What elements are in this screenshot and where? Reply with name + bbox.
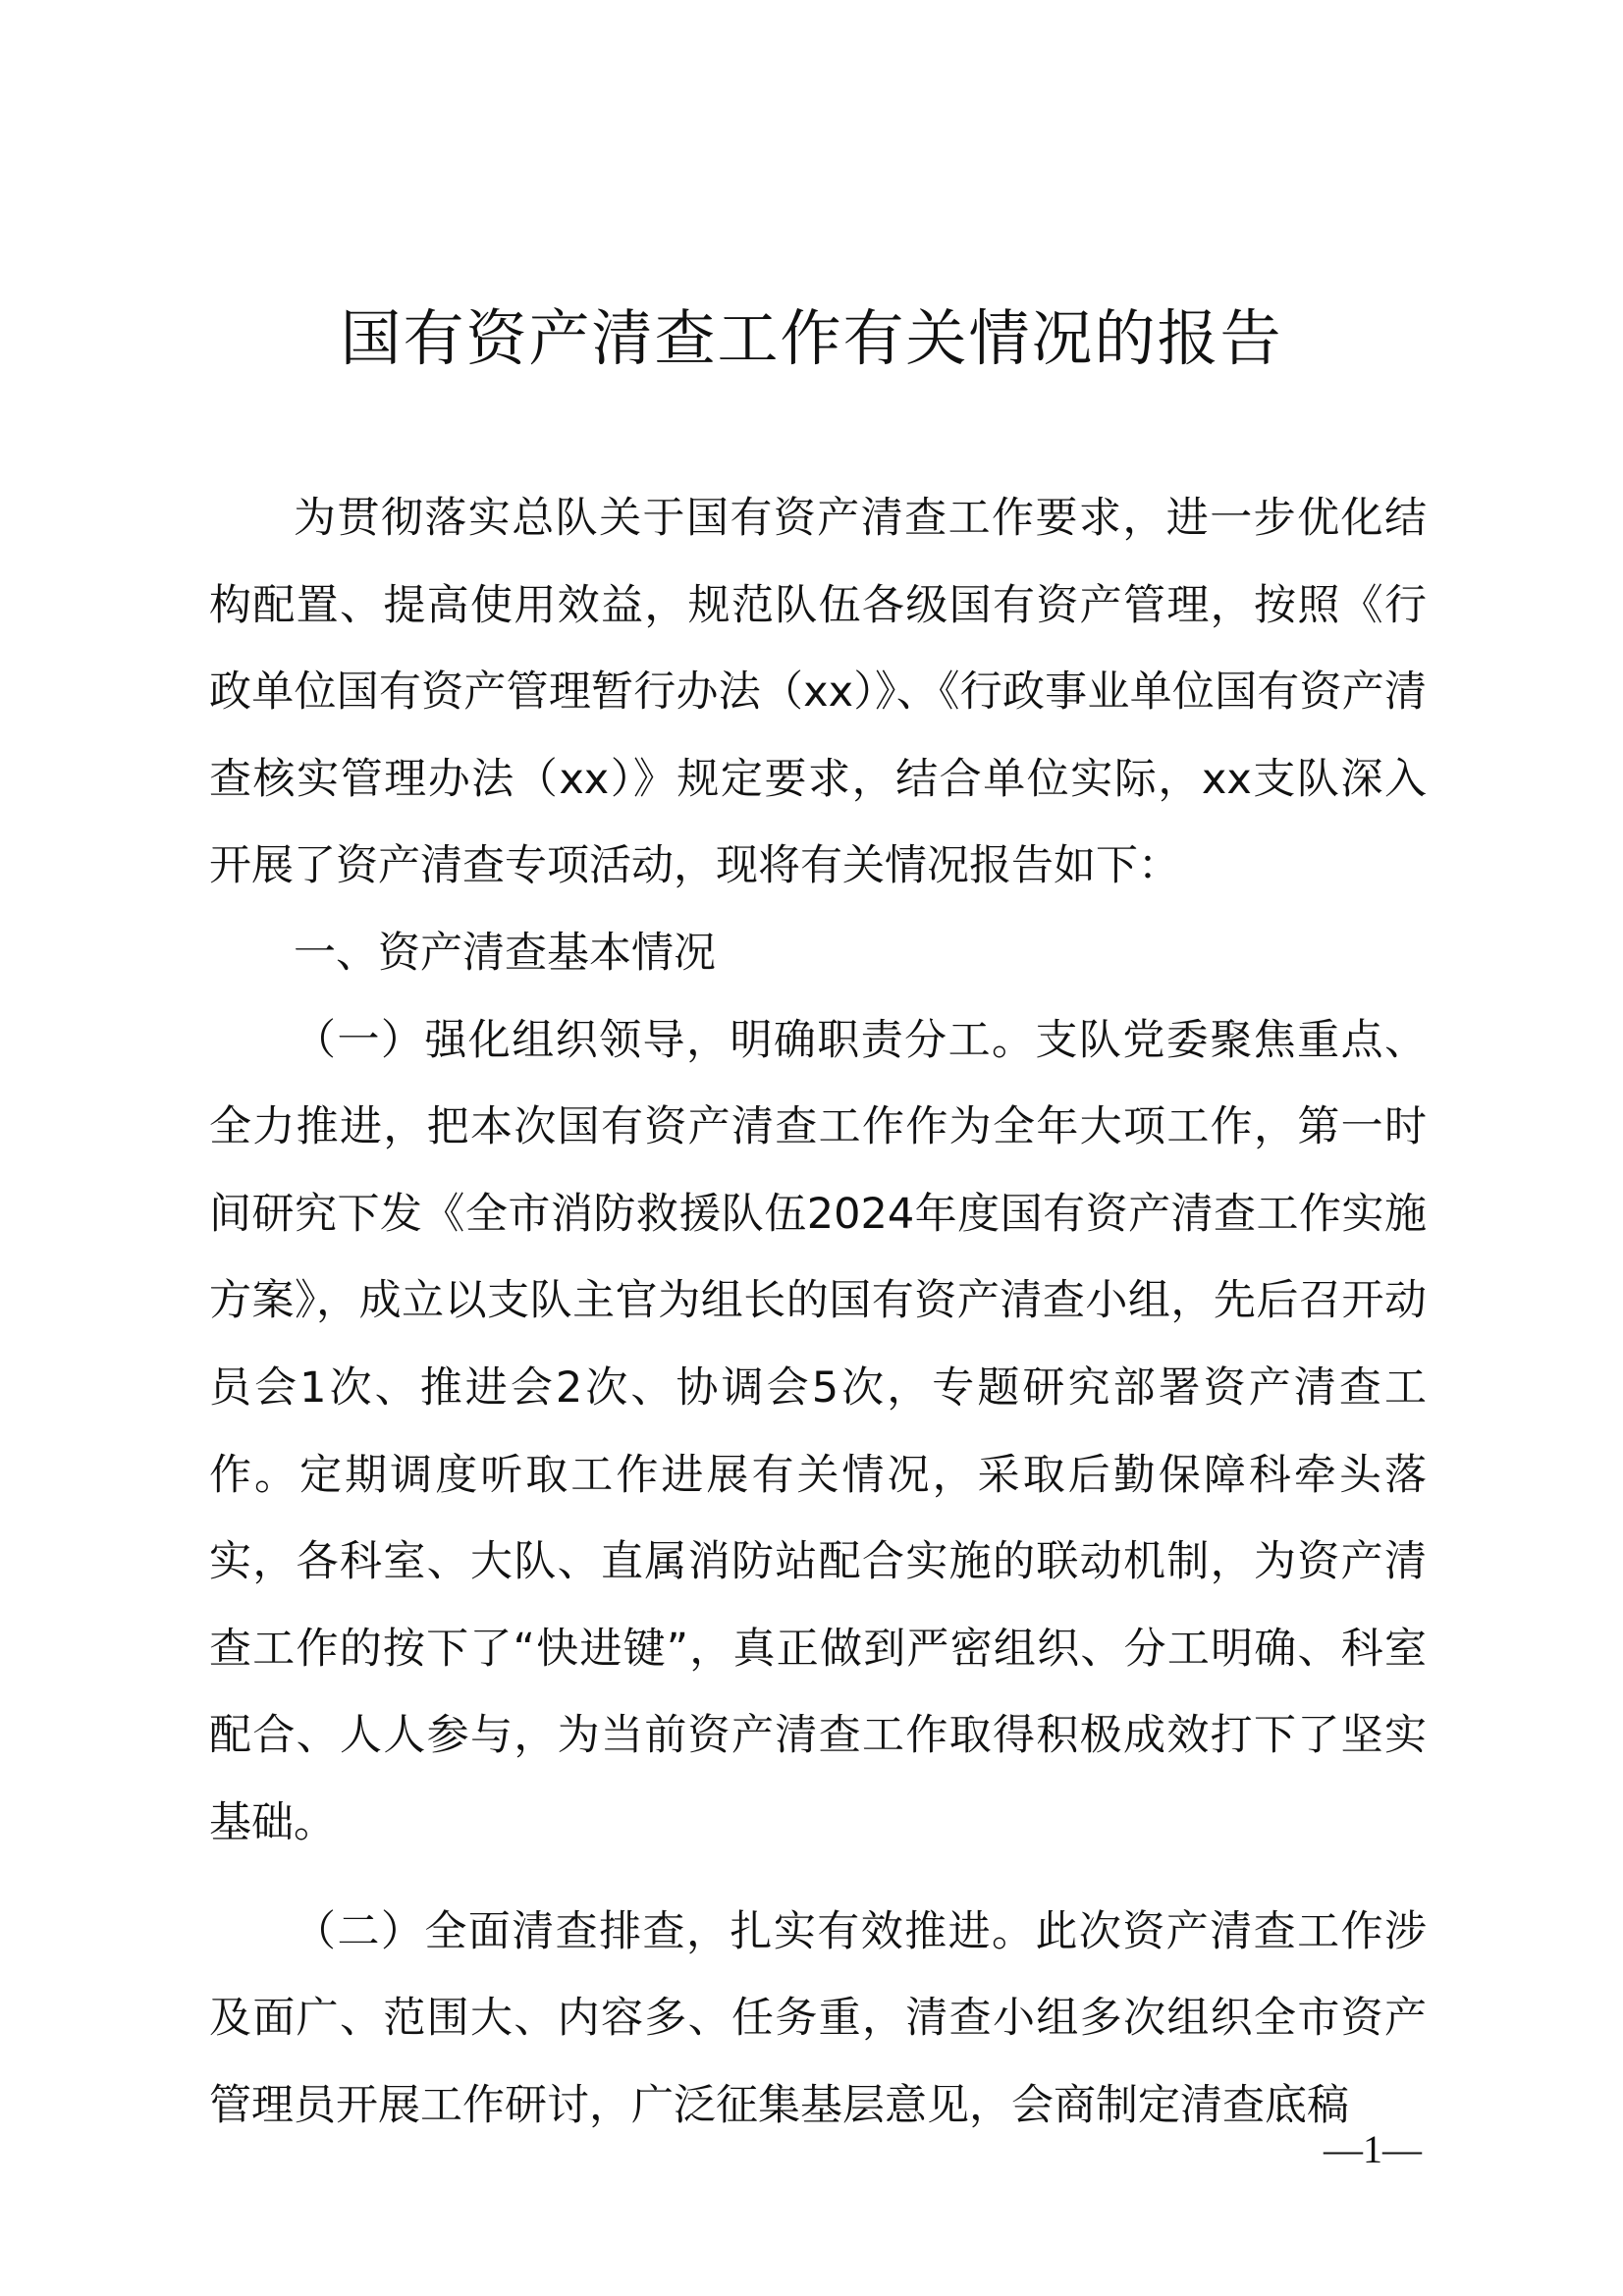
section-heading: 一、资产清查基本情况 — [294, 928, 716, 978]
document-title: 国有资产清查工作有关情况的报告 — [340, 302, 1283, 374]
document-body — [209, 475, 1427, 2149]
paragraph-lead: （二）全面清查排查，扎实有效推进。 — [294, 1906, 1036, 1956]
paragraph-body: 此次资产清查工作涉及面广、范围大、内容多、任务重，清查小组多次组织全市资产管理员开展工作研讨，广泛征集基层意见，会商制定清查底稿 — [209, 1906, 1428, 2130]
paragraph-organization — [209, 997, 1427, 1867]
paragraph-lead: （一）强化组织领导，明确职责分工。 — [294, 1015, 1036, 1065]
page-number: —1— — [1324, 2127, 1422, 2171]
paragraph-inventory — [209, 1889, 1427, 2150]
paragraph-body: 支队党委聚焦重点、全力推进，把本次国有资产清查工作作为全年大项工作，第一时间研究下发《全市消防救援队伍2024年度国有资产清查工作实施方案》，成立以支队主官为组长的国有资产清查小组，先后召开动员会1次、推进会2次、协调会5次，专题研究部署资产清查工作。定期调度听取工作进展有关情况，采取后勤保障科牵头落实，各科室、大队、直属消防站配合实施的联动机制，为资产清查工作的按下了“快进键”，真正做到严密组织、分工明确、科室配合、人人参与，为当前资产清查工作取得积极成效打下了坚实基础。 — [209, 1015, 1428, 1847]
intro-paragraph: 为贯彻落实总队关于国有资产清查工作要求，进一步优化结构配置、提高使用效益，规范队伍各级国有资产管理，按照《行政单位国有资产管理暂行办法（xx）》、《行政事业单位国有资产清查核实管理办法（xx）》规定要求，结合单位实际，xx支队深入开展了资产清查专项活动，现将有关情况报告如下： — [209, 494, 1427, 891]
